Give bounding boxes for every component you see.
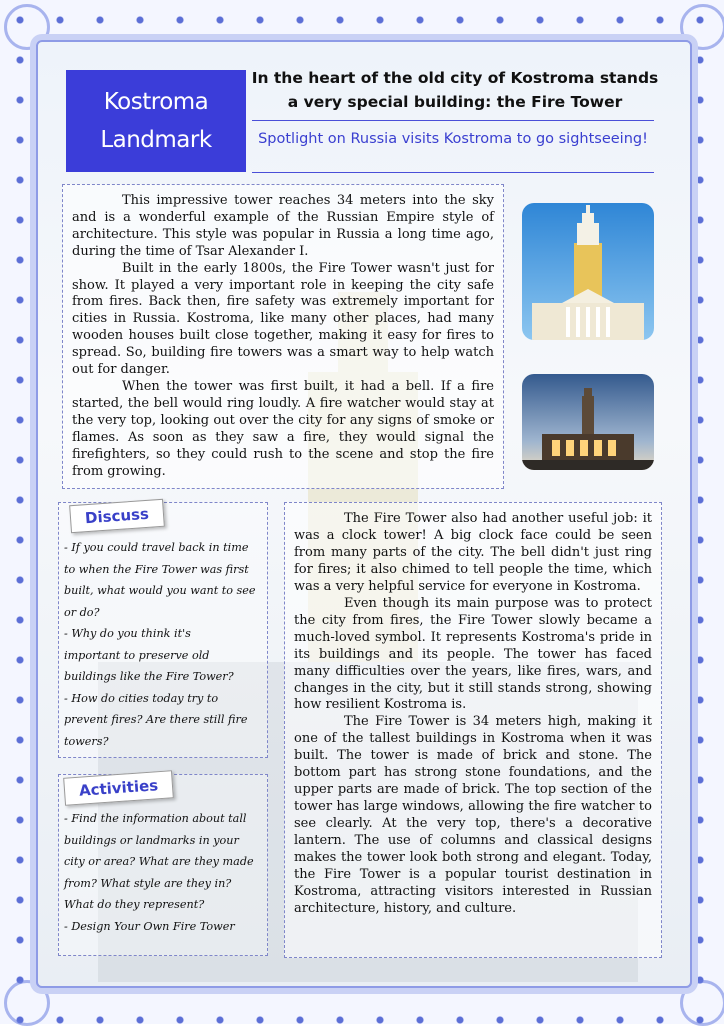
intro-box [62, 184, 504, 489]
divider [252, 120, 654, 121]
headline: In the heart of the old city of Kostroma stands a very special building: the Fire Tower [251, 69, 659, 111]
list-line: buildings or landmarks in your [64, 833, 239, 847]
title-line-2: Landmark [100, 127, 212, 153]
list-line: important to preserve old [64, 648, 210, 662]
main-text [294, 511, 652, 918]
list-line: - Why do you think it's [64, 627, 191, 640]
list-line: city or area? What are they made [64, 855, 254, 868]
list-line: towers? [64, 734, 109, 748]
list-line: built, what would you want to see [64, 584, 256, 597]
title-line-1: Kostroma [103, 89, 209, 115]
fire-tower-photo-night [522, 374, 654, 470]
paragraph: Built in the early 1800s, the Fire Tower wasn't just for show. It played a very important role in keeping the city safe from fires. Back then, fire safety was extremely important for cities in Russia. Kostroma, like many other places, had many wooden houses built close together, making it easy for fires to spread. So, building fire towers was a smart way to help watch out for danger. [72, 260, 494, 378]
list-line: to when the Fire Tower was first [64, 562, 249, 576]
discuss-questions [64, 537, 264, 752]
fire-tower-photo-day [522, 203, 654, 340]
list-line: - Design Your Own Fire Tower [64, 919, 235, 933]
list-line: from? What style are they in? [64, 876, 232, 890]
discuss-heading: Discuss [69, 499, 165, 533]
activities-list [64, 808, 264, 937]
subheadline: Spotlight on Russia visits Kostroma to go sightseeing! [258, 131, 648, 147]
paragraph: This impressive tower reaches 34 meters into the sky and is a wonderful example of the Russian Empire style of architecture. This style was popular in Russia a long time ago, during the time of Tsar Alexander I. [72, 193, 494, 259]
page-title [66, 70, 246, 172]
paragraph: The Fire Tower also had another useful job: it was a clock tower! A big clock face could be seen from many parts of the city. The bell didn't just ring for fires; it also chimed to tell people the time, which was a very helpful service for everyone in Kostroma. [294, 511, 652, 594]
activities-heading: Activities [63, 770, 174, 806]
list-line: What do they represent? [64, 898, 205, 911]
paragraph: The Fire Tower is 34 meters high, making it one of the tallest buildings in Kostroma when it was built. The tower is made of brick and stone. The bottom part has strong stone foundations, and the upper parts are made of brick. The top section of the tower has large windows, allowing the fire watcher to see clearly. At the very top, there's a decorative lantern. The use of columns and classical designs makes the tower look both strong and elegant. Today, the Fire Tower is a popular tourist destination in Kostroma, attracting visitors interested in Russian architecture, history, and culture. [294, 714, 652, 916]
divider [252, 172, 654, 173]
main-text-box [284, 502, 662, 958]
list-line: - How do cities today try to [64, 691, 219, 705]
list-line: - Find the information about tall [64, 812, 247, 825]
list-line: - If you could travel back in time [64, 541, 249, 554]
paragraph: Even though its main purpose was to protect the city from fires, the Fire Tower slowly became a much-loved symbol. It represents Kostroma's pride in its buildings and its people. The tower has faced many difficulties over the years, like fires, wars, and changes in the city, but it still stands strong, showing how resilient Kostroma is. [294, 595, 652, 713]
list-line: buildings like the Fire Tower? [64, 670, 234, 683]
list-line: prevent fires? Are there still fire [64, 713, 248, 726]
intro-text [72, 193, 494, 480]
paragraph: When the tower was first built, it had a bell. If a fire started, the bell would ring loudly. A fire watcher would stay at the very top, looking out over the city for any signs of smoke or flames. As soon as they saw a fire, they would signal the firefighters, so they could rush to the scene and stop the fire from growing. [72, 378, 494, 479]
list-line: or do? [64, 605, 100, 619]
